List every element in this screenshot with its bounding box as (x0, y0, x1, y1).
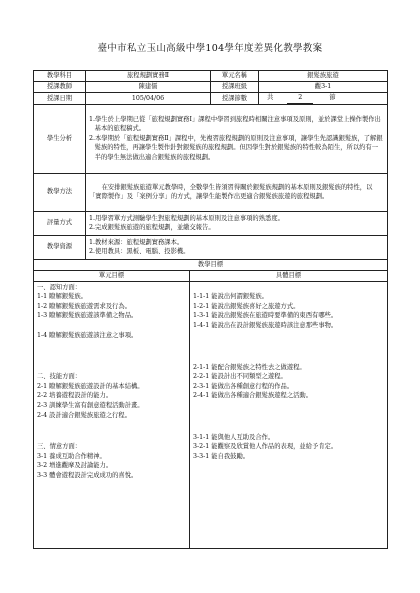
specific-objective: 2-2-1 能設計出不同類型之遊程。 (193, 373, 287, 381)
row-subject (34, 71, 388, 82)
unit-objective: 2-2 培養遊程設計的能力。 (37, 392, 113, 400)
unit-objective: 1-2 瞭解銀髮族旅遊需求及行為。 (37, 302, 132, 310)
date-value: 105/04/06 (86, 93, 211, 105)
unit-objective: 2-4 設計適合銀髮族旅遊之行程。 (37, 411, 132, 419)
specific-objective: 3-1-1 能與他人互助及合作。 (193, 433, 275, 441)
specific-objective: 1-3-1 能說出銀髮族在旅遊時要準備的東西有哪些。 (193, 312, 338, 320)
periods-label: 授課節數 (211, 93, 259, 105)
lesson-plan-table (33, 70, 388, 549)
skill-heading: 二、技能方面： (37, 373, 82, 381)
row-objectives-columns (34, 270, 388, 281)
affective-heading: 三、情意方面： (37, 443, 82, 451)
unit-objective: 2-3 訓練學生富有創意遊程活動計畫。 (37, 401, 144, 409)
specific-objective: 2-4-1 能做出各種適合銀髮族遊程之活動。 (193, 392, 313, 400)
unit-value: 銀髮族旅遊 (259, 71, 388, 82)
row-assessment (34, 211, 388, 235)
teacher-value: 陳建儒 (86, 82, 211, 93)
row-objectives-header (34, 259, 388, 270)
class-value: 觀3-1 (259, 82, 388, 93)
specific-objective: 3-2-1 能觀察及欣賞他人作品的表現，並給予肯定。 (193, 443, 338, 451)
resources-item-1: 1.教材來源：旅程規劃實務課本。 (89, 238, 184, 246)
unit-objective: 1-4 瞭解銀髮族旅遊該注意之事項。 (37, 331, 138, 339)
unit-objective: 3-1 養成互助合作精神。 (37, 452, 106, 460)
assessment-item-1: 1.用學習單方式測驗學生對旅程規劃的基本原則及注意事項的熟悉度。 (89, 214, 284, 222)
specific-objectives-cell (190, 281, 388, 548)
specific-objective: 3-3-1 能自我鼓勵。 (193, 452, 250, 460)
unit-objective: 1-3 瞭解銀髮族旅遊該準備之物品。 (37, 312, 138, 320)
analysis-item-1: 1.學生於上學期已從「旅程規劃實務Ⅰ」課程中學習到旅程時相關注意事項及原則，並於課堂上操作製作出基本的旅程稿式。 (89, 115, 381, 133)
resources-content (86, 235, 388, 259)
cognitive-heading: 一、認知方面： (37, 283, 82, 291)
teacher-label: 授課教師 (34, 82, 86, 93)
unit-label: 單元名稱 (211, 71, 259, 82)
row-date (34, 93, 388, 105)
specific-objective: 1-2-1 能說出銀髮族喜好之旅遊方式。 (193, 302, 300, 310)
periods-value-cell (259, 93, 388, 105)
method-label: 教學方法 (34, 173, 86, 211)
objectives-header: 教學目標 (34, 259, 388, 270)
unit-objectives-header: 單元目標 (34, 270, 190, 281)
subject-value: 旅程規劃實務Ⅱ (86, 71, 211, 82)
specific-objective: 1-1-1 能說出何謂銀髮族。 (193, 293, 268, 301)
spacer (193, 283, 384, 293)
spacer (193, 331, 384, 353)
date-label: 授課日期 (34, 93, 86, 105)
specific-objective: 2-3-1 能做出各種創意行程的作品。 (193, 382, 294, 390)
row-resources (34, 235, 388, 259)
spacer (37, 340, 186, 372)
unit-objective: 2-1 瞭解銀髮族旅遊設計的基本結構。 (37, 382, 144, 390)
resources-label: 教學資源 (34, 235, 86, 259)
analysis-item-2: 2.本學期於「旅程規劃實務Ⅱ」課程中，先複習旅程規劃的原則及注意事項，讓學生先認識銀髮族，了解銀髮族的特性，再讓學生製作針對銀髮族的旅程規劃。但因學生對於銀髮族的特性較為陌生，所以約有一半的學生無法做出適合銀髮族的旅程規劃。 (89, 134, 383, 161)
assessment-label: 評量方式 (34, 211, 86, 235)
row-objectives-body (34, 281, 388, 548)
unit-objective: 3-3 體會遊程設計完成成功的喜悅。 (37, 471, 138, 479)
student-analysis-label: 學生分析 (34, 104, 86, 173)
row-student-analysis (34, 104, 388, 173)
specific-objective: 1-4-1 能說出在設計銀髮族旅遊時該注意那些事物。 (193, 321, 338, 329)
student-analysis-content (86, 104, 388, 173)
assessment-content (86, 211, 388, 235)
unit-objectives-cell (34, 281, 190, 548)
resources-item-2: 2.使用教具：黑板、電腦、投影機。 (89, 248, 190, 256)
row-method (34, 173, 388, 211)
spacer (193, 353, 384, 363)
spacer (193, 423, 384, 433)
periods-suffix: 節 (329, 94, 336, 101)
page-title: 臺中市私立玉山高級中學104學年度差異化教學教案 (97, 43, 323, 54)
row-teacher (34, 82, 388, 93)
spacer (193, 401, 384, 423)
periods-count: 2 (287, 93, 313, 104)
unit-objective: 3-2 增進觀摩及討論能力。 (37, 462, 113, 470)
periods-prefix: 共 (267, 94, 274, 101)
class-label: 授課班級 (211, 82, 259, 93)
spacer (37, 321, 186, 331)
specific-objectives-header: 具體目標 (190, 270, 388, 281)
unit-objective: 1-1 瞭解銀髮族。 (37, 293, 87, 301)
assessment-item-2: 2.完成銀髮族旅遊的旅程規劃，並繳交報告。 (89, 224, 215, 232)
subject-label: 教學科目 (34, 71, 86, 82)
method-text: 在安排銀髮族旅遊單元教學時，全數學生皆須習得關於銀髮族規劃的基本原則及銀髮族的特性，以「實際製作」及「案例分享」的方式，讓學生能製作出更適合銀髮族旅遊的旅程規劃。 (86, 173, 388, 211)
specific-objective: 2-1-1 能配合銀髮族之特性去之做遊程。 (193, 363, 306, 371)
spacer (37, 420, 186, 442)
